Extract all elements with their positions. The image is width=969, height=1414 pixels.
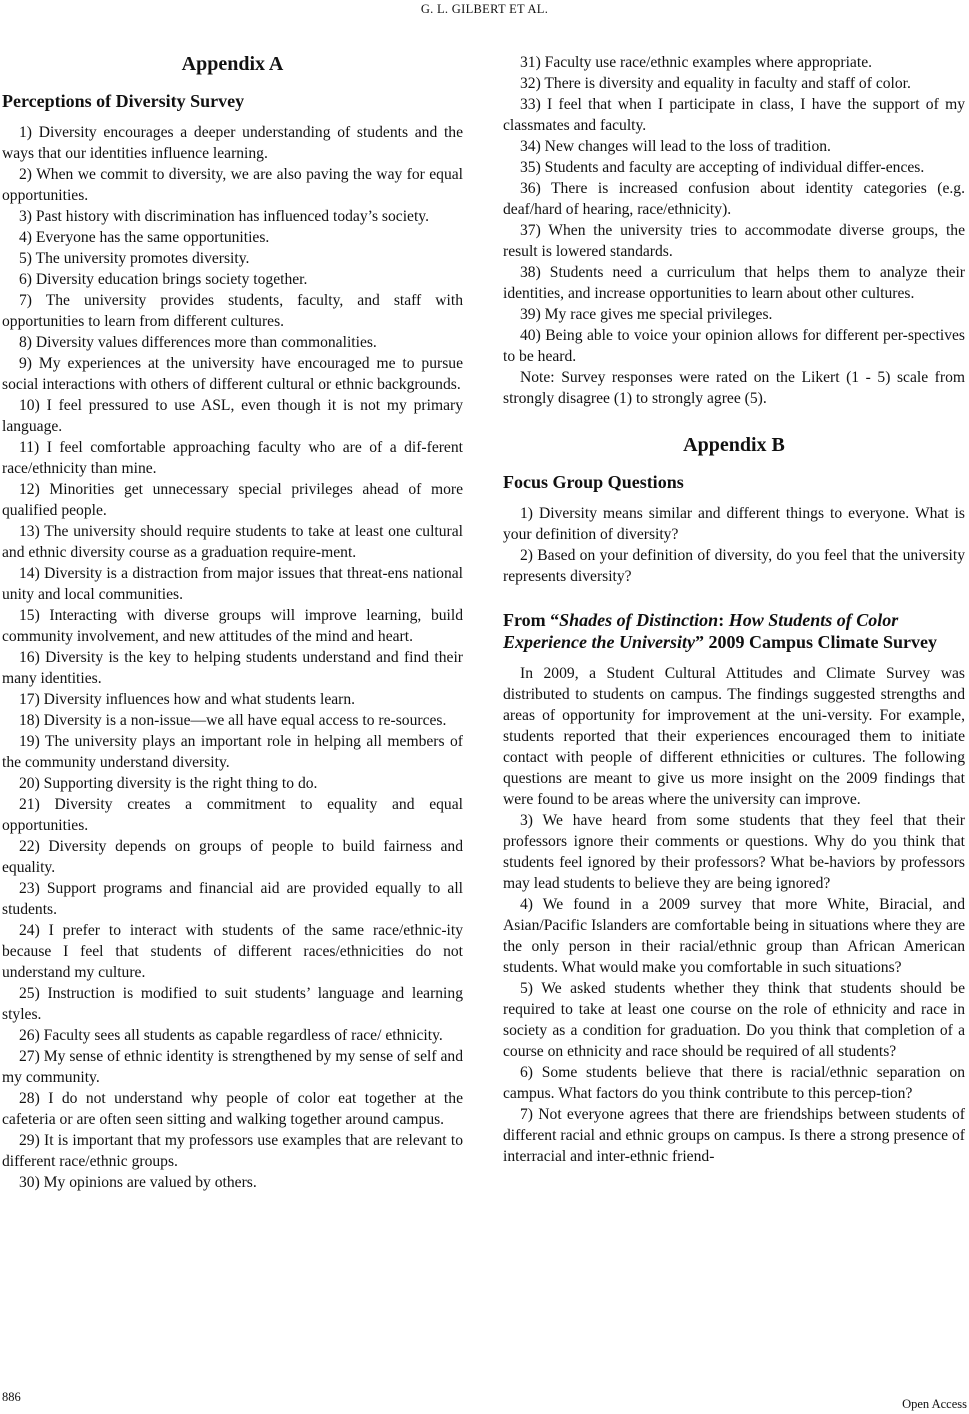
survey-item: 17) Diversity influences how and what students learn. [19,691,356,708]
survey-item: 18) Diversity is a non-issue—we all have equal access to re-sources. [19,712,447,729]
survey-item: 25) Instruction is modified to suit students’ language and learning styles. [2,985,463,1023]
survey-item: 31) Faculty use race/ethnic examples where appropriate. [520,54,873,71]
survey-item: 40) Being able to voice your opinion allows for different per-spectives to be heard. [503,327,965,365]
right-column [503,52,965,1167]
focus-question: 6) Some students believe that there is racial/ethnic separation on campus. What factors do you think contribute to this percep-tion? [503,1064,965,1102]
survey-item: 24) I prefer to interact with students of the same race/ethnic-ity because I feel that students of different races/ethnicities do not understand my culture. [2,922,463,981]
survey-item: 33) I feel that when I participate in class, I have the support of my classmates and faculty. [503,96,965,134]
page-number: 886 [2,1390,21,1404]
survey-item: 13) The university should require students to take at least one cultural and ethnic diversity course as a graduation require-ment. [2,523,463,561]
publisher-label: Open Access [902,1397,967,1411]
survey-heading: Perceptions of Diversity Survey [2,91,245,111]
survey-item: 19) The university plays an important role in helping all members of the community understand diversity. [2,733,463,771]
survey-item: 2) When we commit to diversity, we are also paving the way for equal opportunities. [2,166,463,204]
focus-question: 3) We have heard from some students that they feel that their professors ignore their comments or questions. Why do you think that students feel ignored by their professors? What be-haviors by professors may lead students to believe they are being ignored? [503,812,965,892]
survey-item: 8) Diversity values differences more than commonalities. [19,334,377,351]
climate-survey-heading [503,609,965,653]
running-head: G. L. GILBERT ET AL. [420,2,549,16]
appendix-a-title: Appendix A [181,53,284,75]
heading-prefix: From “ [503,610,560,630]
survey-item: 7) The university provides students, faculty, and staff with opportunities to learn from different cultures. [2,292,463,330]
focus-question: 2) Based on your definition of diversity, do you feel that the university represents diversity? [503,547,965,585]
survey-item: 23) Support programs and financial aid are provided equally to all students. [2,880,463,918]
left-column [2,44,463,1193]
survey-item: 22) Diversity depends on groups of people to build fairness and equality. [2,838,463,876]
survey-items-left [2,122,463,1193]
survey-item: 9) My experiences at the university have encouraged me to pursue social interactions with others of different cultural or ethnic backgrounds. [2,355,463,393]
survey-note: Note: Survey responses were rated on the Likert (1 - 5) scale from strongly disagree (1) to strongly agree (5). [503,369,965,407]
survey-item: 6) Diversity education brings society together. [19,271,308,288]
survey-item: 39) My race gives me special privileges. [520,306,773,323]
heading-italic-title: Shades of Distinction [559,610,719,630]
survey-item: 10) I feel pressured to use ASL, even though it is not my primary language. [2,397,463,435]
survey-item: 26) Faculty sees all students as capable regardless of race/ ethnicity. [19,1027,443,1044]
survey-item: 28) I do not understand why people of color eat together at the cafeteria or are often seen sitting and walking together around campus. [2,1090,463,1128]
survey-item: 1) Diversity encourages a deeper understanding of students and the ways that our identities influence learning. [2,124,463,162]
survey-item: 38) Students need a curriculum that helps them to analyze their identities, and increase opportunities to learn about other cultures. [503,264,965,302]
heading-colon: : [718,610,729,630]
survey-item: 5) The university promotes diversity. [19,250,250,267]
survey-item: 3) Past history with discrimination has influenced today’s society. [19,208,429,225]
heading-suffix: ” 2009 Campus Climate Survey [694,632,937,652]
focus-question: 7) Not everyone agrees that there are friendships between students of different racial and ethnic groups on campus. Is there a strong presence of interracial and inter-ethnic friend- [503,1106,965,1165]
survey-items-right [503,52,965,409]
heading-italic-subtitle: How Students of Color Experience the University [503,610,899,652]
survey-item: 4) Everyone has the same opportunities. [19,229,270,246]
survey-item: 21) Diversity creates a commitment to equality and equal opportunities. [2,796,463,834]
focus-question: 4) We found in a 2009 survey that more White, Biracial, and Asian/Pacific Islanders are comfortable being in situations where they are the only person in their racial/ethnic group than African American students. What would make you comfortable in such situations? [503,896,965,976]
survey-item: 30) My opinions are valued by others. [19,1174,257,1191]
climate-intro-paragraph: In 2009, a Student Cultural Attitudes and Climate Survey was distributed to students on campus. The findings suggested strengths and areas of opportunity for improvement at the uni-versity. For example, students reported that their experiences encouraged them to initiate contact with people of different ethnicities or cultures. The following questions are meant to give us more insight on the 2009 findings that were found to be areas where the university can improve. [503,665,965,808]
survey-item: 11) I feel comfortable approaching faculty who are of a dif-ferent race/ethnicity than mine. [2,439,463,477]
survey-item: 35) Students and faculty are accepting of individual differ-ences. [520,159,925,176]
survey-item: 37) When the university tries to accommodate diverse groups, the result is lowered standards. [503,222,965,260]
survey-item: 32) There is diversity and equality in faculty and staff of color. [520,75,911,92]
survey-item: 12) Minorities get unnecessary special privileges ahead of more qualified people. [2,481,463,519]
survey-item: 20) Supporting diversity is the right thing to do. [19,775,318,792]
survey-item: 34) New changes will lead to the loss of tradition. [520,138,831,155]
survey-item: 29) It is important that my professors use examples that are relevant to different race/ethnic groups. [2,1132,463,1170]
survey-item: 14) Diversity is a distraction from major issues that threat-ens national unity and local communities. [2,565,463,603]
survey-item: 16) Diversity is the key to helping students understand and find their many identities. [2,649,463,687]
appendix-b-title: Appendix B [683,434,785,456]
survey-item: 36) There is increased confusion about identity categories (e.g. deaf/hard of hearing, race/ethnicity). [503,180,965,218]
focus-question: 5) We asked students whether they think that students should be required to take at least one course on the role of ethnicity and race in society as a condition for graduation. Do you think that completion of a course on ethnicity and race should be required of all students? [503,980,965,1060]
focus-group-heading: Focus Group Questions [503,472,684,492]
survey-item: 15) Interacting with diverse groups will improve learning, build community involvement, and new attitudes of the mind and heart. [2,607,463,645]
focus-question: 1) Diversity means similar and different things to everyone. What is your definition of diversity? [503,505,965,543]
survey-item: 27) My sense of ethnic identity is strengthened by my sense of self and my community. [2,1048,463,1086]
